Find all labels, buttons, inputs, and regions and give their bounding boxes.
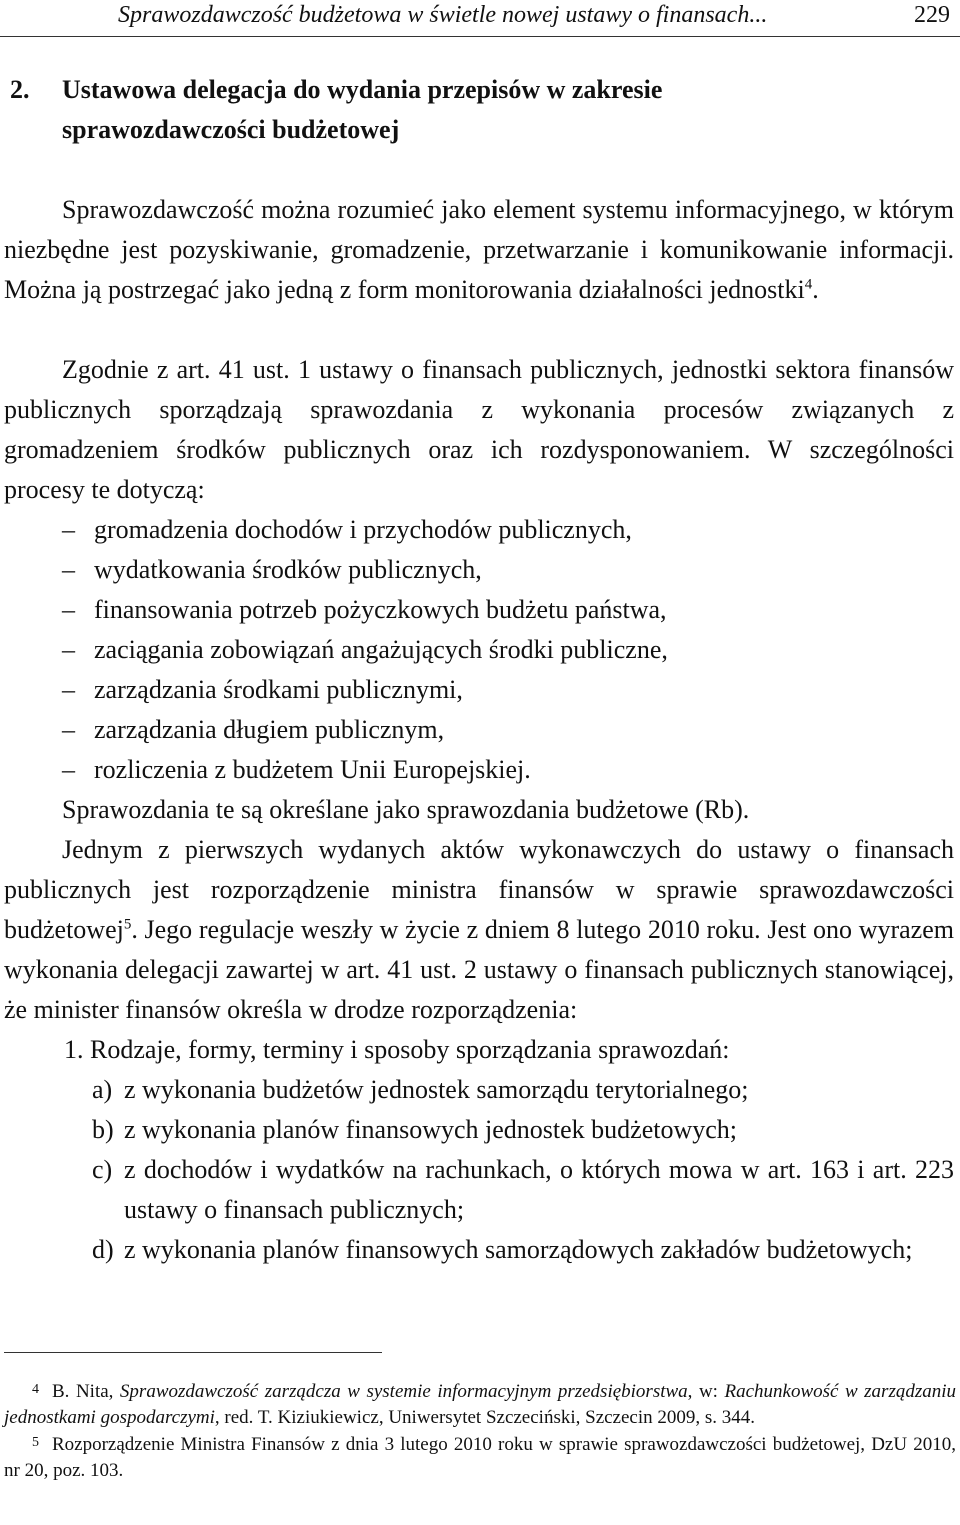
list-item [4,750,954,790]
list-item [92,1110,954,1150]
paragraph4-text: Jednym z pierwszych wydanych aktów wykonawczych do ustawy o finansach publicznych jest rozporządzenie ministra finansów w sprawie sprawozdawczości budżetowej [4,835,954,944]
paragraph-rozporzadzenie [4,830,954,1030]
dash-marker: – [62,595,75,624]
list-item [4,550,954,590]
list-item [4,710,954,750]
process-list [4,510,954,790]
list-item-text: zarządzania środkami publicznymi, [94,675,463,704]
item-marker: d) [92,1235,114,1264]
list-item-text: gromadzenia dochodów i przychodów publicznych, [94,515,632,544]
list-item [4,590,954,630]
section-title-line2: sprawozdawczości budżetowej [62,115,400,144]
item-marker: b) [92,1115,114,1144]
list-item-text: wydatkowania środków publicznych, [94,555,482,584]
list-item-text: z wykonania planów finansowych jednostek budżetowych; [124,1115,738,1144]
footnote-5 [4,1430,956,1484]
section-number: 2. [10,75,30,104]
paragraph1-tail: . [812,275,819,304]
footnote-ref-4[interactable]: 4 [804,276,813,293]
paragraph-sprawozdawczosc [4,190,954,310]
paragraph-rb: Sprawozdania te są określane jako sprawozdania budżetowe (Rb). [62,795,750,824]
delegation-item-number: 1. [64,1035,84,1064]
footnote-mark: 5 [32,1435,39,1450]
footnote-text: Rozporządzenie Ministra Finansów z dnia 3 lutego 2010 roku w sprawie sprawozdawczości budżetowej, DzU 2010, nr 20, poz. 103. [4,1434,956,1481]
list-item-text: z wykonania budżetów jednostek samorządu terytorialnego; [124,1075,749,1104]
paragraph1-text: Sprawozdawczość można rozumieć jako element systemu informacyjnego, w którym niezbędne jest pozyskiwanie, gromadzenie, przetwarzanie i komunikowanie informacji. Można ją postrzegać jako jedną z form monitorowania działalności jednostki [4,195,954,304]
footnote-separator [4,1352,382,1353]
list-item-text: zarządzania długiem publicznym, [94,715,445,744]
delegation-item [64,1030,954,1070]
dash-marker: – [62,515,75,544]
dash-marker: – [62,675,75,704]
footnote-rest: , red. T. Kiziukiewicz, Uniwersytet Szczeciński, Szczecin 2009, s. 344. [214,1407,756,1428]
footnote-title: Sprawozdawczość zarządcza w systemie informacyjnym przedsiębiorstwa [119,1381,688,1402]
page-number: 229 [914,2,950,28]
list-item [92,1070,954,1110]
footnote-author: B. Nita, [52,1381,120,1402]
delegation-item-text: Rodzaje, formy, terminy i sposoby sporządzania sprawozdań: [90,1035,730,1064]
header-rule [0,36,960,37]
list-item-text: finansowania potrzeb pożyczkowych budżetu państwa, [94,595,667,624]
running-title: Sprawozdawczość budżetowa w świetle nowej ustawy o finansach... [118,2,768,28]
list-item [92,1150,954,1230]
list-item-text: z dochodów i wydatków na rachunkach, o których mowa w art. 163 i art. 223 ustawy o finansach publicznych; [124,1155,954,1224]
list-item [4,510,954,550]
list-item-text: zaciągania zobowiązań angażujących środki publiczne, [94,635,668,664]
footnote-mark: 4 [32,1382,39,1397]
list-item [92,1230,954,1270]
paragraph-art41: Zgodnie z art. 41 ust. 1 ustawy o finansach publicznych, jednostki sektora finansów publicznych sporządzają sprawozdania z wykonania procesów związanych z gromadzeniem środków publicznych oraz ich rozdysponowaniem. W szczególności procesy te dotyczą: [4,355,954,504]
list-item [4,670,954,710]
footnote-book-title: Rachunkowość w zarządzaniu jednostkami gospodarczymi [4,1381,957,1428]
delegation-sublist [92,1070,954,1270]
dash-marker: – [62,715,75,744]
section-heading [10,70,940,150]
list-item-text: z wykonania planów finansowych samorządowych zakładów budżetowych; [124,1235,913,1264]
section-title-line1: Ustawowa delegacja do wydania przepisów w zakresie [62,75,663,104]
footnote-ref-5[interactable]: 5 [123,916,132,933]
dash-marker: – [62,755,75,784]
running-header [0,0,960,40]
item-marker: c) [92,1155,113,1184]
footnote-4 [4,1377,956,1431]
list-item [4,630,954,670]
footnote-in: , w: [687,1381,725,1402]
dash-marker: – [62,635,75,664]
item-marker: a) [92,1075,113,1104]
list-item-text: rozliczenia z budżetem Unii Europejskiej. [94,755,531,784]
paragraph4-tail: . Jego regulacje weszły w życie z dniem 8 lutego 2010 roku. Jest ono wyrazem wykonania delegacji zawartej w art. 41 ust. 2 ustawy o finansach publicznych stanowiącej, że minister finansów określa w drodze rozporządzenia: [4,915,954,1024]
dash-marker: – [62,555,75,584]
